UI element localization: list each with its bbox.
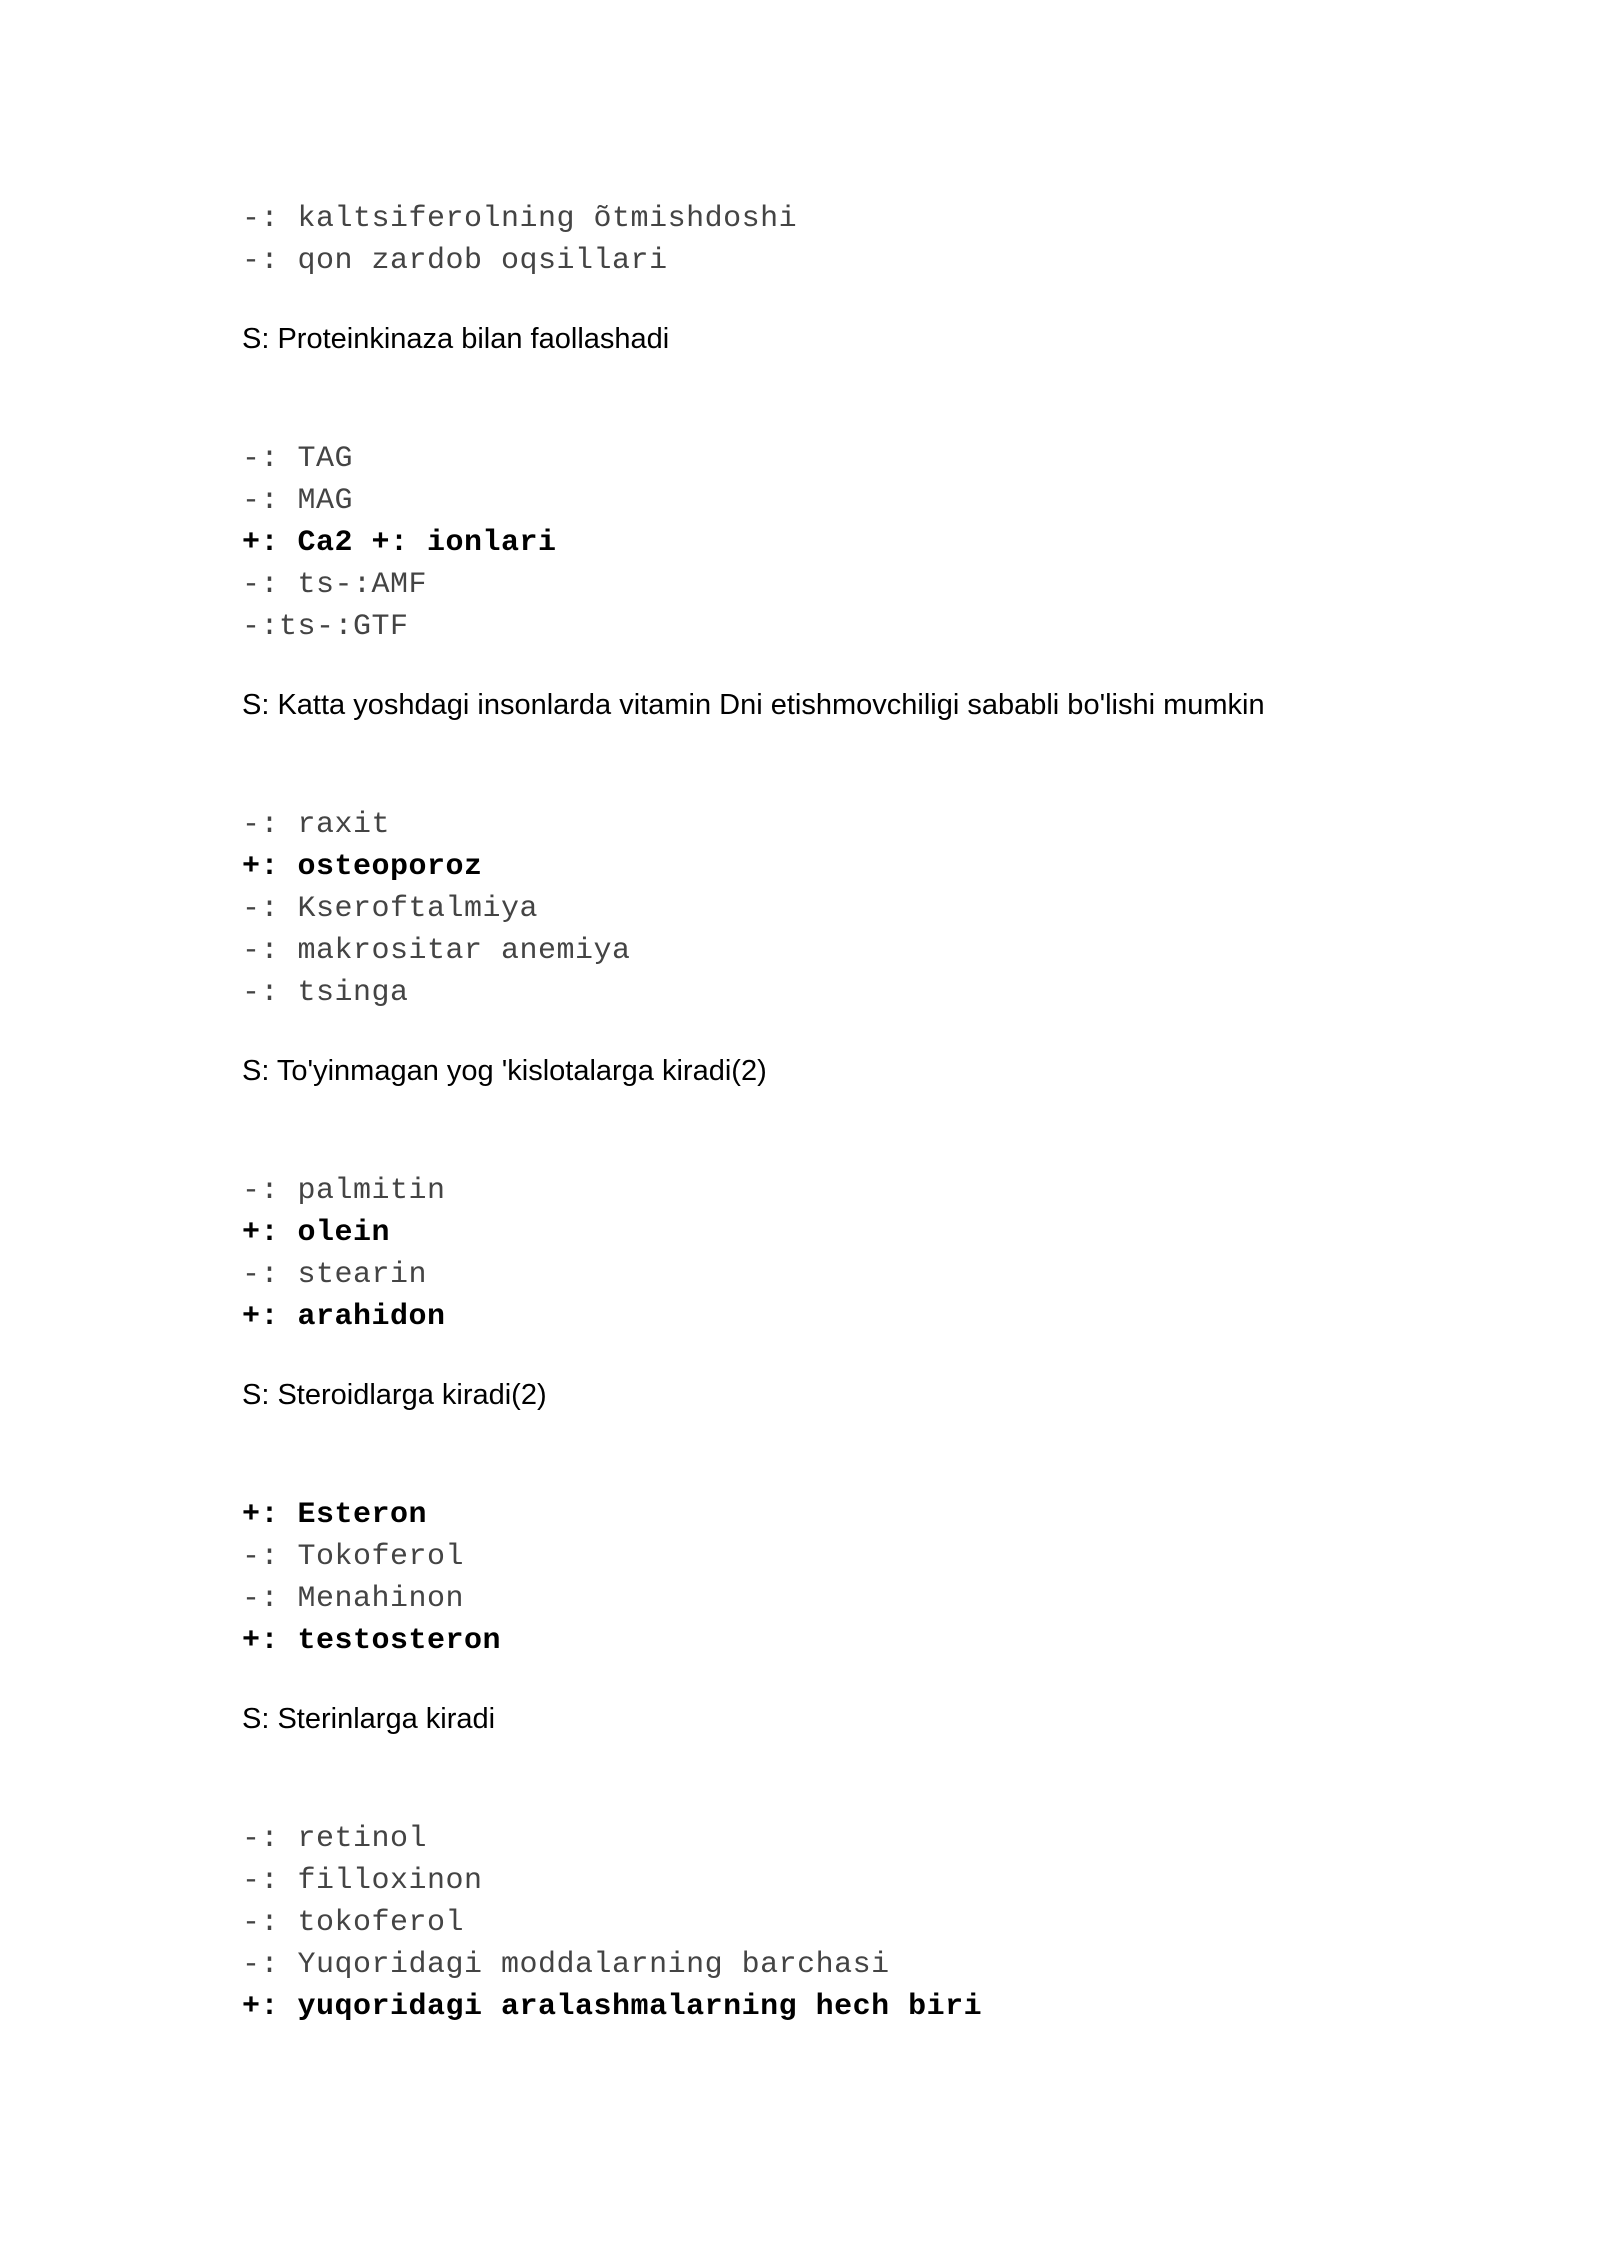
answer-option: -:ts-:GTF	[242, 610, 409, 644]
answer-option: -: makrositar anemiya	[242, 934, 631, 968]
question-text: S: Katta yoshdagi insonlarda vitamin Dni etishmovchiligi sababli bo'lishi mumkin	[242, 689, 1265, 721]
answer-option: -: kaltsiferolning õtmishdoshi	[242, 202, 798, 236]
correct-answer-option: +: Ca2 +: ionlari	[242, 526, 557, 560]
question-text: S: Proteinkinaza bilan faollashadi	[242, 323, 670, 355]
question-text: S: Sterinlarga kiradi	[242, 1703, 496, 1735]
answer-option: -: Kseroftalmiya	[242, 892, 539, 926]
correct-answer-option: +: osteoporoz	[242, 850, 483, 884]
correct-answer-option: +: testosteron	[242, 1624, 502, 1658]
correct-answer-option: +: Esteron	[242, 1498, 428, 1532]
answer-option: -: tsinga	[242, 976, 409, 1010]
question-text: S: To'yinmagan yog 'kislotalarga kiradi(2)	[242, 1055, 767, 1087]
answer-option: -: MAG	[242, 484, 354, 518]
answer-option: -: ts-:AMF	[242, 568, 428, 602]
answer-option: -: qon zardob oqsillari	[242, 244, 668, 278]
answer-option: -: palmitin	[242, 1174, 446, 1208]
answer-option: -: filloxinon	[242, 1864, 483, 1898]
answer-option: -: Menahinon	[242, 1582, 465, 1616]
answer-option: -: raxit	[242, 808, 391, 842]
answer-option: -: TAG	[242, 442, 354, 476]
answer-option: -: retinol	[242, 1822, 428, 1856]
correct-answer-option: +: arahidon	[242, 1300, 446, 1334]
correct-answer-option: +: yuqoridagi aralashmalarning hech biri	[242, 1990, 983, 2024]
answer-option: -: tokoferol	[242, 1906, 465, 1940]
quiz-content	[242, 198, 1392, 2028]
answer-option: -: stearin	[242, 1258, 428, 1292]
answer-option: -: Yuqoridagi moddalarning barchasi	[242, 1948, 890, 1982]
answer-option: -: Tokoferol	[242, 1540, 465, 1574]
question-text: S: Steroidlarga kiradi(2)	[242, 1379, 547, 1411]
correct-answer-option: +: olein	[242, 1216, 391, 1250]
